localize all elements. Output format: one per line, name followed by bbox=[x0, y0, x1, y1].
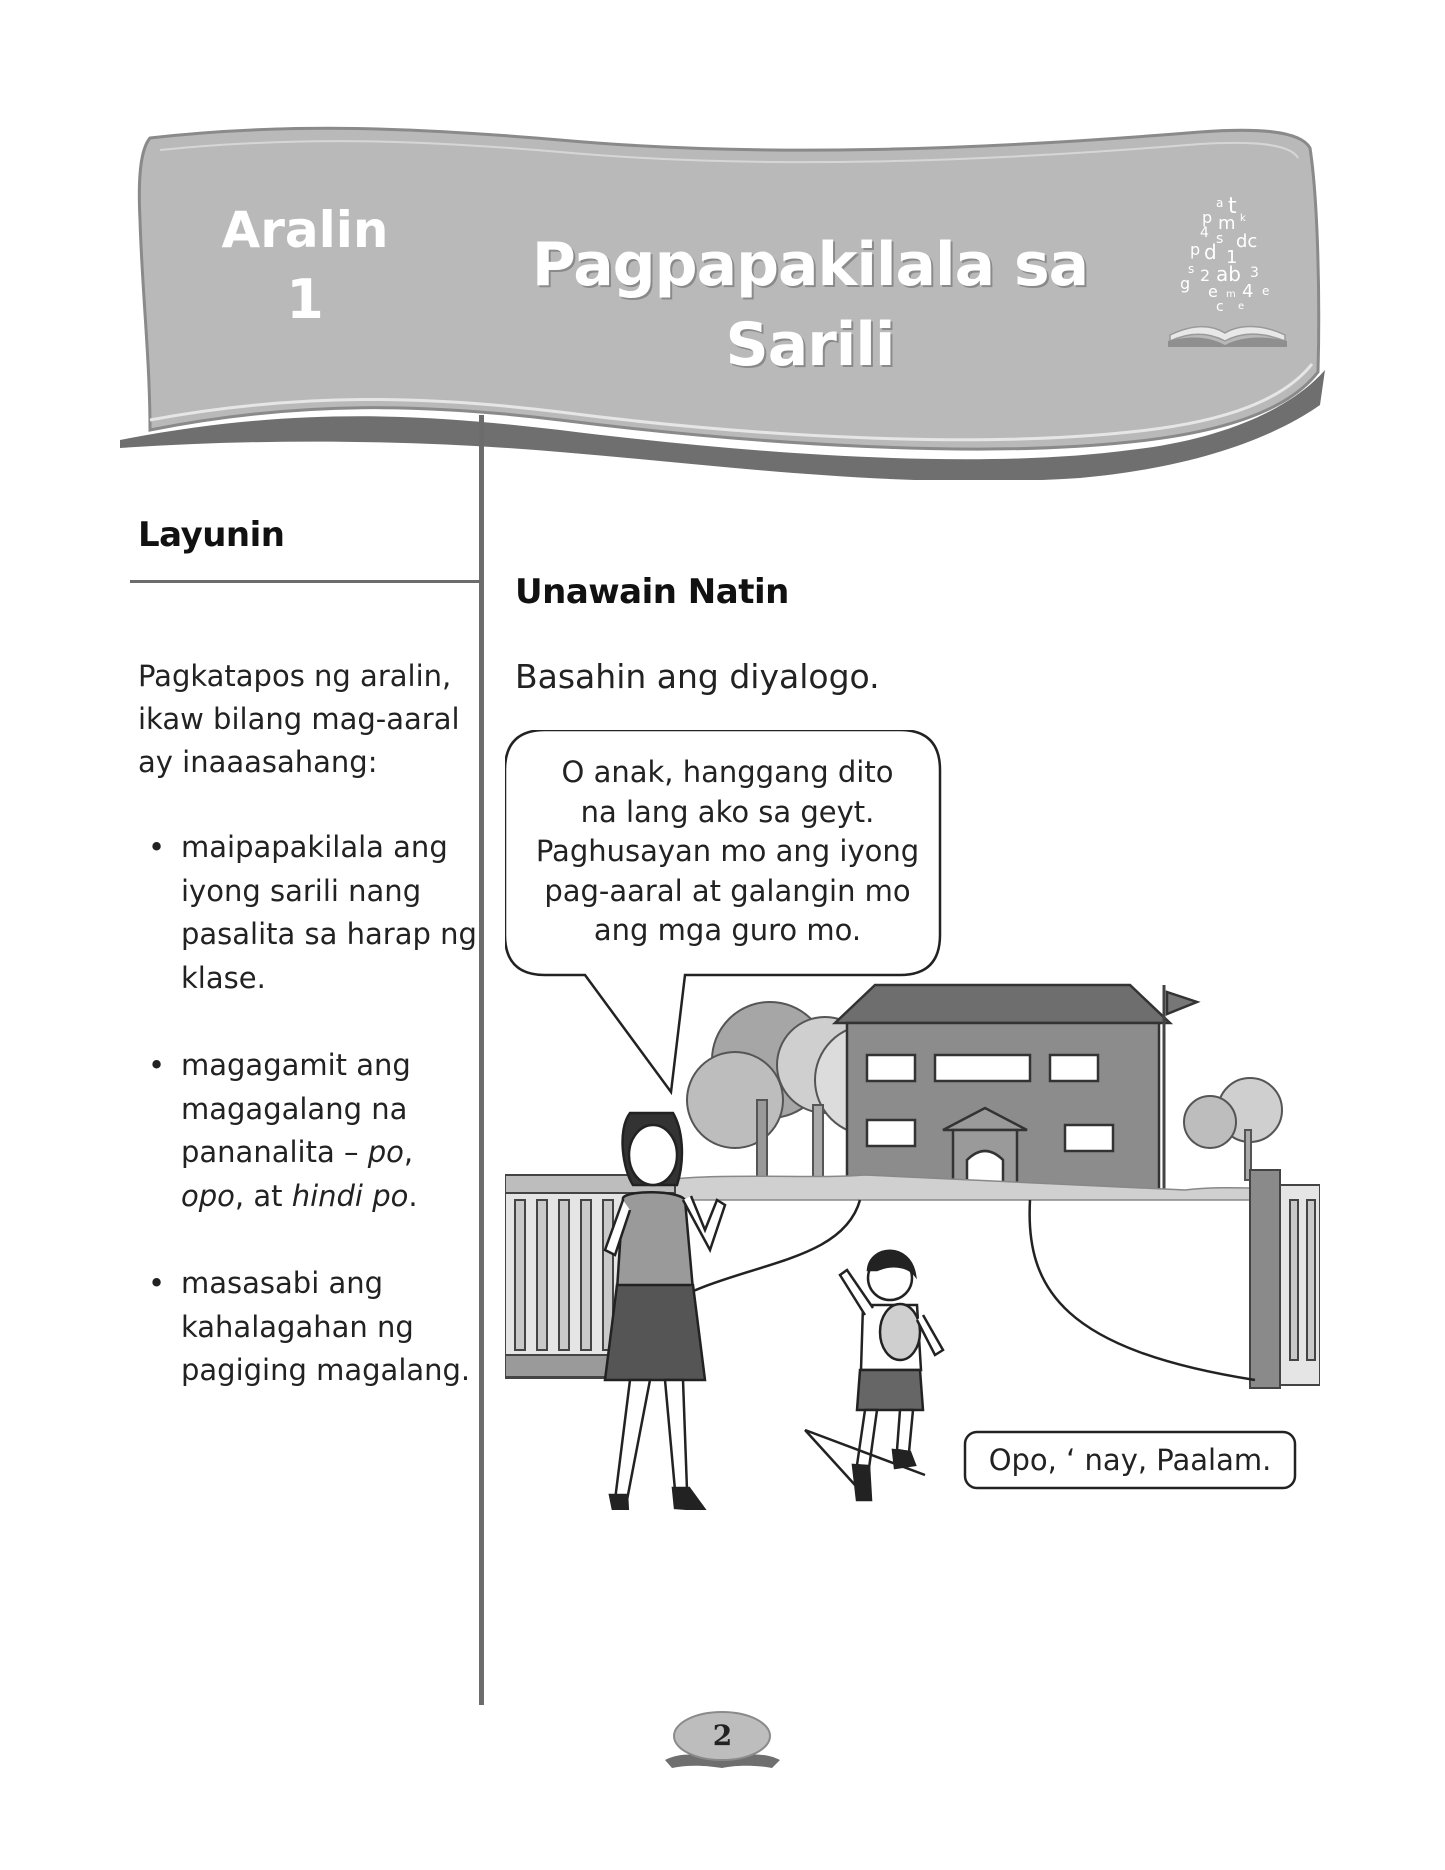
layunin-intro: Pagkatapos ng aralin, ikaw bilang mag-aaral ay inaaasahang: bbox=[138, 659, 460, 779]
letters-book-icon bbox=[1150, 185, 1300, 355]
right-fence bbox=[1250, 1170, 1320, 1388]
mother-figure bbox=[605, 1113, 725, 1510]
svg-text:dc: dc bbox=[1236, 231, 1258, 252]
svg-text:c: c bbox=[1216, 299, 1224, 315]
mother-speech-line: Paghusayan mo ang iyong bbox=[535, 834, 920, 868]
objective-separator: , at bbox=[234, 1178, 292, 1213]
bullet-icon: • bbox=[148, 1266, 166, 1300]
mother-speech-line: O anak, hanggang dito bbox=[561, 755, 894, 789]
aralin-number: 1 bbox=[286, 268, 324, 331]
svg-text:p: p bbox=[1202, 208, 1213, 227]
objective-text: magagamit ang magagalang na pananalita – bbox=[181, 1048, 411, 1169]
objective-end: . bbox=[408, 1178, 418, 1213]
mother-speech-line: ang mga guro mo. bbox=[593, 913, 862, 947]
objective-term-po: po bbox=[367, 1135, 404, 1169]
aralin-label: Aralin bbox=[221, 201, 389, 259]
svg-text:m: m bbox=[1218, 213, 1236, 234]
svg-text:2: 2 bbox=[1200, 266, 1211, 285]
mother-speech-line: pag-aaral at galangin mo bbox=[544, 873, 911, 908]
layunin-heading: Layunin bbox=[138, 515, 285, 555]
svg-text:1: 1 bbox=[1226, 247, 1238, 268]
page-number: 2 bbox=[712, 1719, 733, 1752]
bullet-icon: • bbox=[148, 830, 166, 864]
list-item bbox=[138, 1262, 483, 1393]
bullet-icon: • bbox=[148, 1048, 166, 1082]
svg-text:e: e bbox=[1208, 282, 1218, 301]
layunin-underline bbox=[130, 580, 479, 583]
svg-text:p: p bbox=[1190, 240, 1201, 259]
objective-separator: , bbox=[403, 1135, 414, 1169]
svg-text:e: e bbox=[1238, 301, 1245, 312]
svg-text:m: m bbox=[1226, 289, 1236, 300]
svg-text:ab: ab bbox=[1216, 262, 1241, 286]
instruction-text: Basahin ang diyalogo. bbox=[515, 657, 880, 696]
svg-text:s: s bbox=[1216, 231, 1224, 247]
objective-text: maipapakilala ang iyong sarili nang pasalita sa harap ng klase. bbox=[181, 830, 477, 995]
objective-text: masasabi ang kahalagahan ng pagiging magalang. bbox=[181, 1266, 471, 1387]
svg-text:s: s bbox=[1188, 262, 1195, 276]
svg-text:e: e bbox=[1262, 284, 1270, 298]
svg-text:k: k bbox=[1240, 213, 1246, 224]
svg-text:d: d bbox=[1204, 240, 1217, 264]
school-building bbox=[835, 985, 1197, 1195]
svg-text:a: a bbox=[1216, 196, 1224, 210]
mother-speech-line: na lang ako sa geyt. bbox=[580, 794, 875, 829]
svg-text:3: 3 bbox=[1250, 265, 1259, 281]
list-item bbox=[138, 1044, 483, 1218]
lesson-title: Pagpapakilala sa Sarili bbox=[531, 230, 1089, 380]
mother-speech-text bbox=[510, 735, 945, 973]
objectives-list bbox=[138, 826, 483, 1437]
objective-term-opo: opo bbox=[181, 1178, 235, 1213]
svg-text:4: 4 bbox=[1242, 281, 1254, 302]
svg-text:g: g bbox=[1180, 274, 1191, 293]
svg-text:t: t bbox=[1228, 194, 1237, 219]
svg-text:4: 4 bbox=[1200, 225, 1209, 241]
objective-term-hindi-po: hindi po bbox=[291, 1178, 409, 1213]
child-speech-text: Opo, ‘ nay, Paalam. bbox=[988, 1443, 1272, 1477]
unawain-heading: Unawain Natin bbox=[515, 572, 789, 612]
list-item bbox=[138, 826, 483, 1000]
